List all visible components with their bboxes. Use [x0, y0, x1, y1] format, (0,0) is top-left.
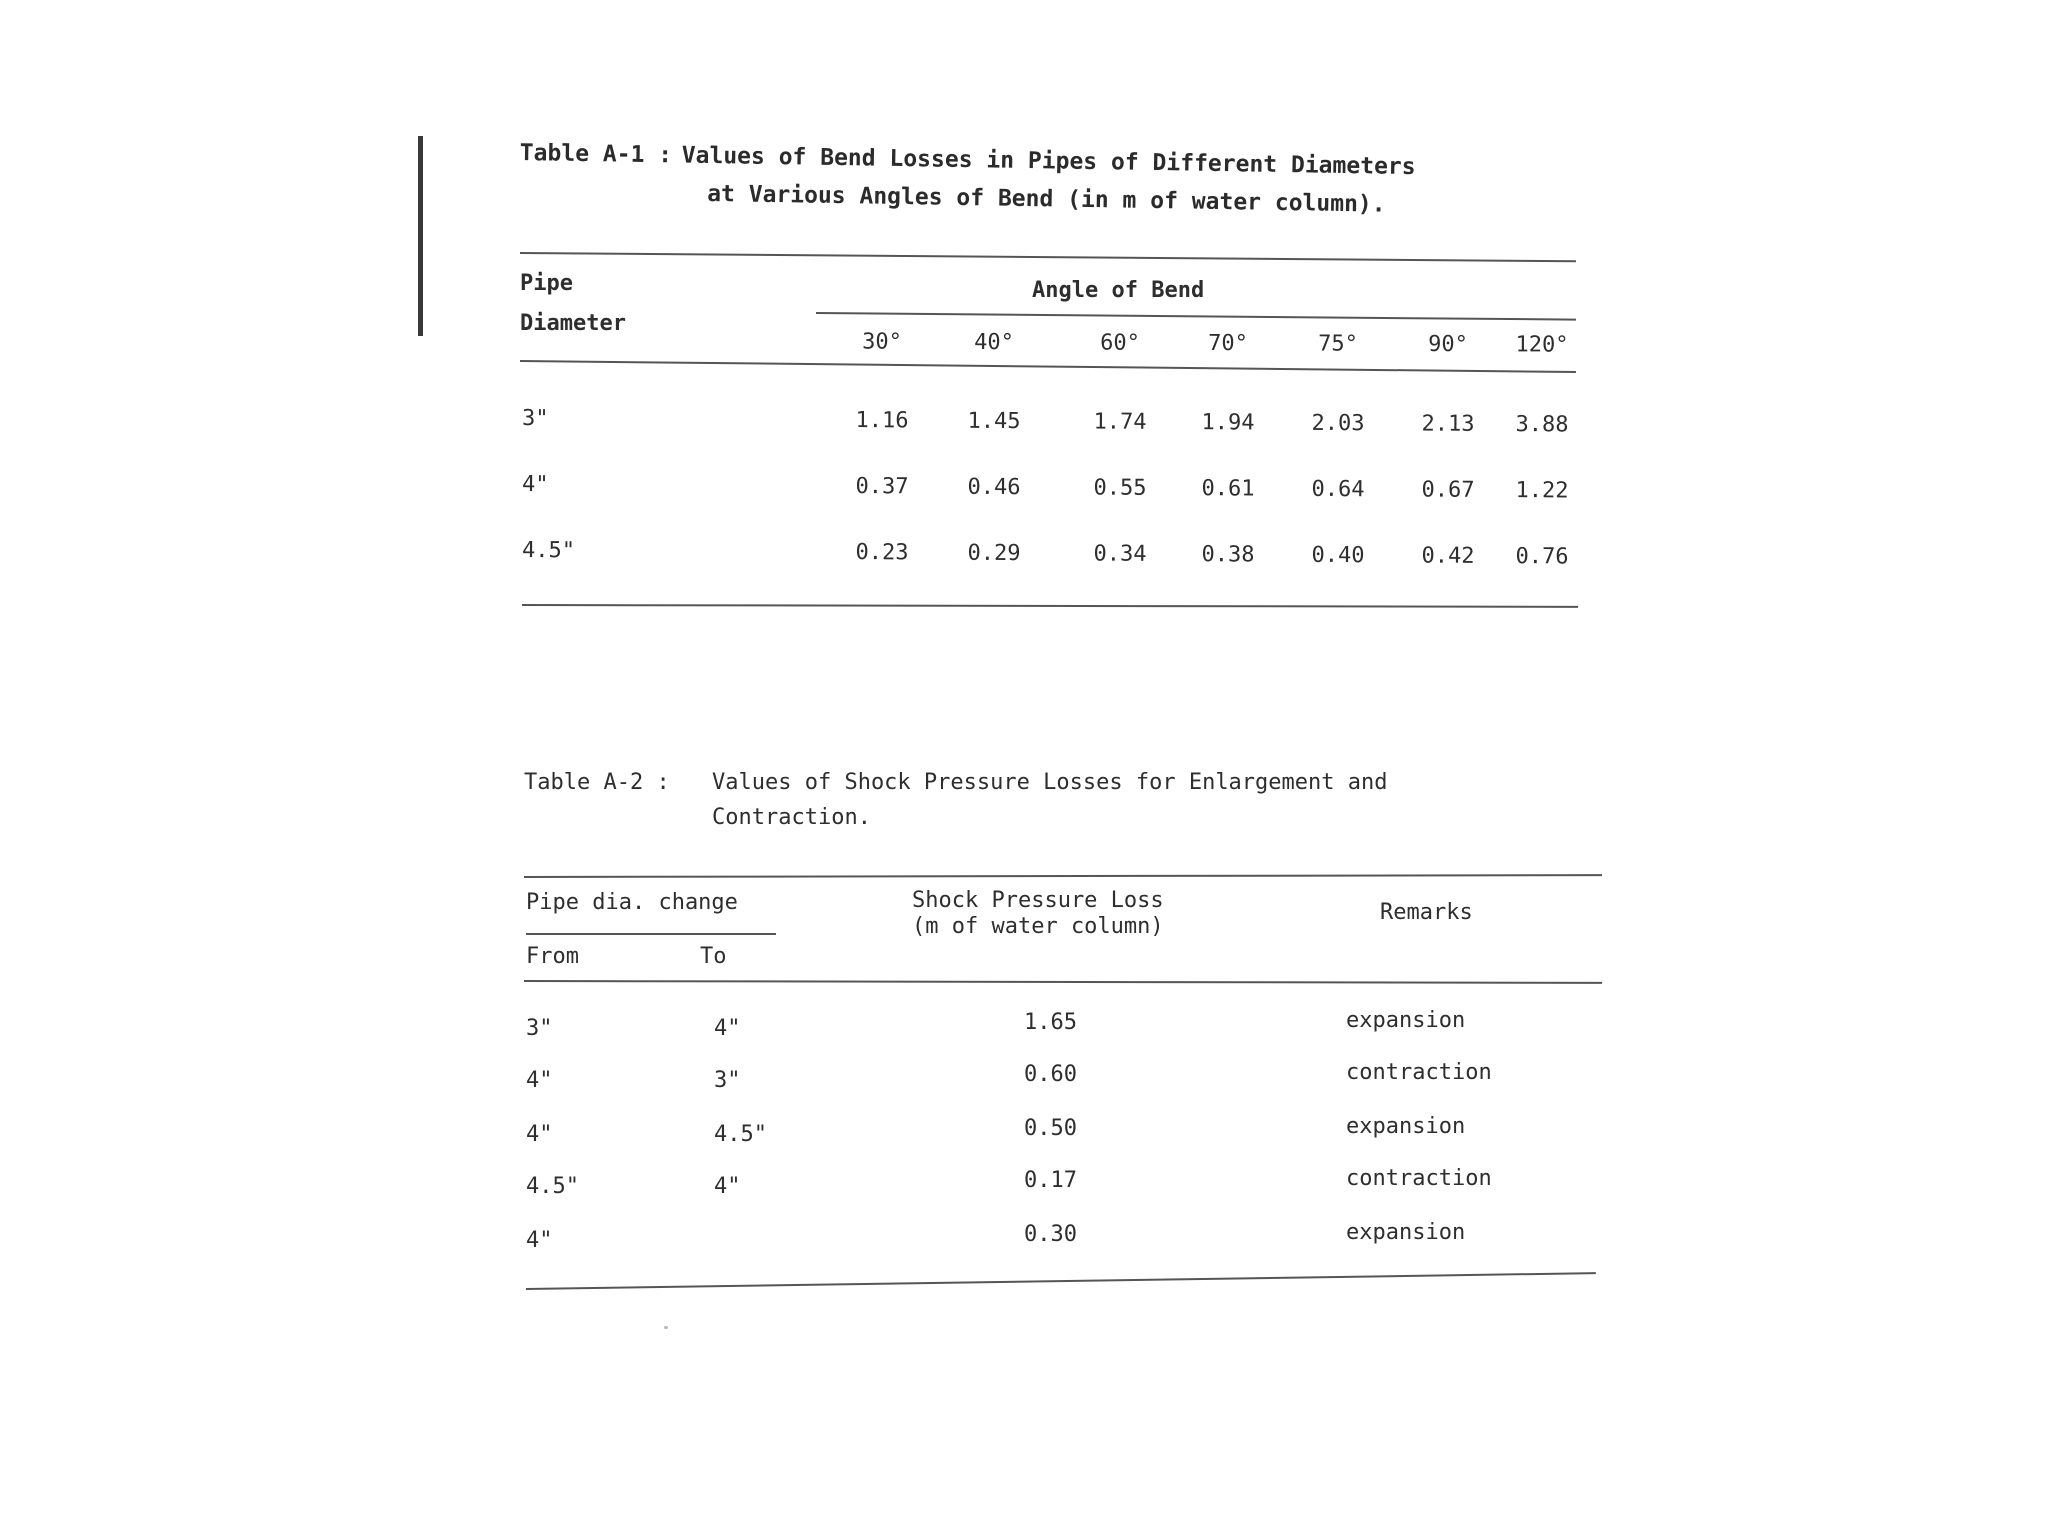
- bend-loss-cell: 1.74: [1093, 409, 1147, 435]
- bend-loss-cell: 0.29: [967, 540, 1021, 567]
- bend-loss-cell: 0.76: [1515, 544, 1569, 570]
- bend-loss-cell: 0.23: [855, 540, 909, 566]
- bend-loss-cell: 1.45: [967, 408, 1021, 435]
- remarks-cell: expansion: [1346, 1008, 1466, 1033]
- bend-loss-cell: 2.13: [1421, 411, 1475, 437]
- bend-loss-cell: 0.37: [855, 474, 909, 500]
- table-row: [524, 1114, 1604, 1154]
- angle-header-cell: 40°: [974, 329, 1014, 356]
- angle-header-cell: 60°: [1100, 330, 1140, 356]
- table-bottom-rule: [526, 1272, 1596, 1290]
- angle-header-cell: 90°: [1428, 331, 1468, 358]
- loss-header-line2: (m of water column): [912, 914, 1164, 939]
- bend-loss-cell: 0.67: [1421, 477, 1475, 503]
- header-bottom-rule: [524, 980, 1602, 984]
- bend-loss-cell: 0.61: [1201, 476, 1255, 502]
- table-top-rule: [524, 874, 1602, 878]
- table-a1-caption: [519, 140, 1520, 220]
- to-header: To: [700, 944, 727, 969]
- bend-loss-cell: 0.34: [1093, 541, 1147, 567]
- to-cell: 3": [714, 1068, 741, 1093]
- table-row: [520, 538, 1576, 578]
- pipe-diameter-cell: 4.5": [521, 538, 576, 564]
- table-row: [520, 406, 1576, 446]
- pipe-header-line2: Diameter: [520, 311, 626, 336]
- bend-loss-cell: 0.38: [1201, 542, 1255, 568]
- table-a2-caption: [524, 770, 1524, 830]
- to-cell: 4": [714, 1016, 741, 1041]
- bend-loss-cell: 1.16: [855, 408, 909, 434]
- bend-loss-cell: 0.42: [1421, 543, 1475, 569]
- pipe-diameter-cell: 4": [521, 472, 549, 498]
- angle-header-cell: 70°: [1208, 331, 1248, 357]
- table-bottom-rule: [522, 604, 1578, 608]
- table-a2-caption-line2: Contraction.: [712, 805, 871, 830]
- scanned-page-edge: [418, 136, 423, 336]
- loss-header-line1: Shock Pressure Loss: [912, 888, 1164, 913]
- angle-header-cell: 75°: [1318, 331, 1358, 357]
- table-a1-label: Table A-1 :: [519, 140, 673, 169]
- from-cell: 4": [526, 1228, 553, 1253]
- bend-loss-cell: 3.88: [1515, 412, 1569, 438]
- table-row: [524, 1220, 1604, 1260]
- bend-loss-cell: 0.55: [1093, 475, 1147, 501]
- remarks-cell: contraction: [1346, 1166, 1492, 1191]
- from-cell: 4": [526, 1122, 553, 1147]
- table-a2: [524, 868, 1604, 1308]
- bend-loss-cell: 0.40: [1311, 542, 1365, 569]
- bend-loss-cell: 0.46: [967, 474, 1021, 501]
- loss-cell: 0.30: [1024, 1222, 1077, 1247]
- from-header: From: [526, 944, 579, 969]
- loss-cell: 0.17: [1024, 1168, 1077, 1193]
- table-a1-caption-line1: Values of Bend Losses in Pipes of Different Diameters: [681, 142, 1416, 181]
- from-cell: 4": [526, 1068, 553, 1093]
- group-header-rule: [816, 312, 1576, 321]
- pipe-dia-change-header: Pipe dia. change: [526, 890, 738, 915]
- loss-cell: 0.60: [1024, 1062, 1077, 1087]
- table-a1-caption-line2: at Various Angles of Bend (in m of water column).: [706, 180, 1386, 218]
- remarks-cell: contraction: [1346, 1060, 1492, 1085]
- remarks-header: Remarks: [1380, 900, 1473, 925]
- angle-of-bend-header: Angle of Bend: [1032, 278, 1205, 303]
- loss-cell: 1.65: [1024, 1010, 1077, 1035]
- table-row: [524, 1060, 1604, 1100]
- remarks-cell: expansion: [1346, 1220, 1466, 1245]
- table-row: [524, 1008, 1604, 1048]
- bend-loss-cell: 1.22: [1515, 478, 1569, 504]
- angle-header-row: [520, 328, 1576, 365]
- bend-loss-cell: 1.94: [1201, 410, 1255, 436]
- angle-header-cell: 30°: [862, 329, 902, 355]
- bend-loss-cell: 2.03: [1311, 410, 1365, 437]
- pipe-diameter-cell: 3": [521, 406, 549, 432]
- loss-cell: 0.50: [1024, 1116, 1077, 1141]
- table-a2-caption-line1: Values of Shock Pressure Losses for Enlargement and: [712, 770, 1388, 795]
- table-top-rule: [520, 252, 1576, 262]
- pipe-change-subheader-rule: [526, 933, 776, 935]
- table-a2-label: Table A-2 :: [524, 770, 670, 795]
- from-cell: 3": [526, 1016, 553, 1041]
- shock-pressure-loss-header: [912, 888, 1212, 940]
- from-cell: 4.5": [526, 1174, 579, 1199]
- pipe-header-line1: Pipe: [520, 271, 573, 296]
- table-row: [520, 472, 1576, 512]
- angle-header-cell: 120°: [1515, 332, 1569, 358]
- remarks-cell: expansion: [1346, 1114, 1466, 1139]
- table-a1: [520, 248, 1576, 618]
- table-row: [524, 1166, 1604, 1206]
- to-cell: 4.5": [714, 1122, 767, 1147]
- scan-speck: [664, 1326, 668, 1329]
- bend-loss-cell: 0.64: [1311, 476, 1365, 503]
- to-cell: 4": [714, 1174, 741, 1199]
